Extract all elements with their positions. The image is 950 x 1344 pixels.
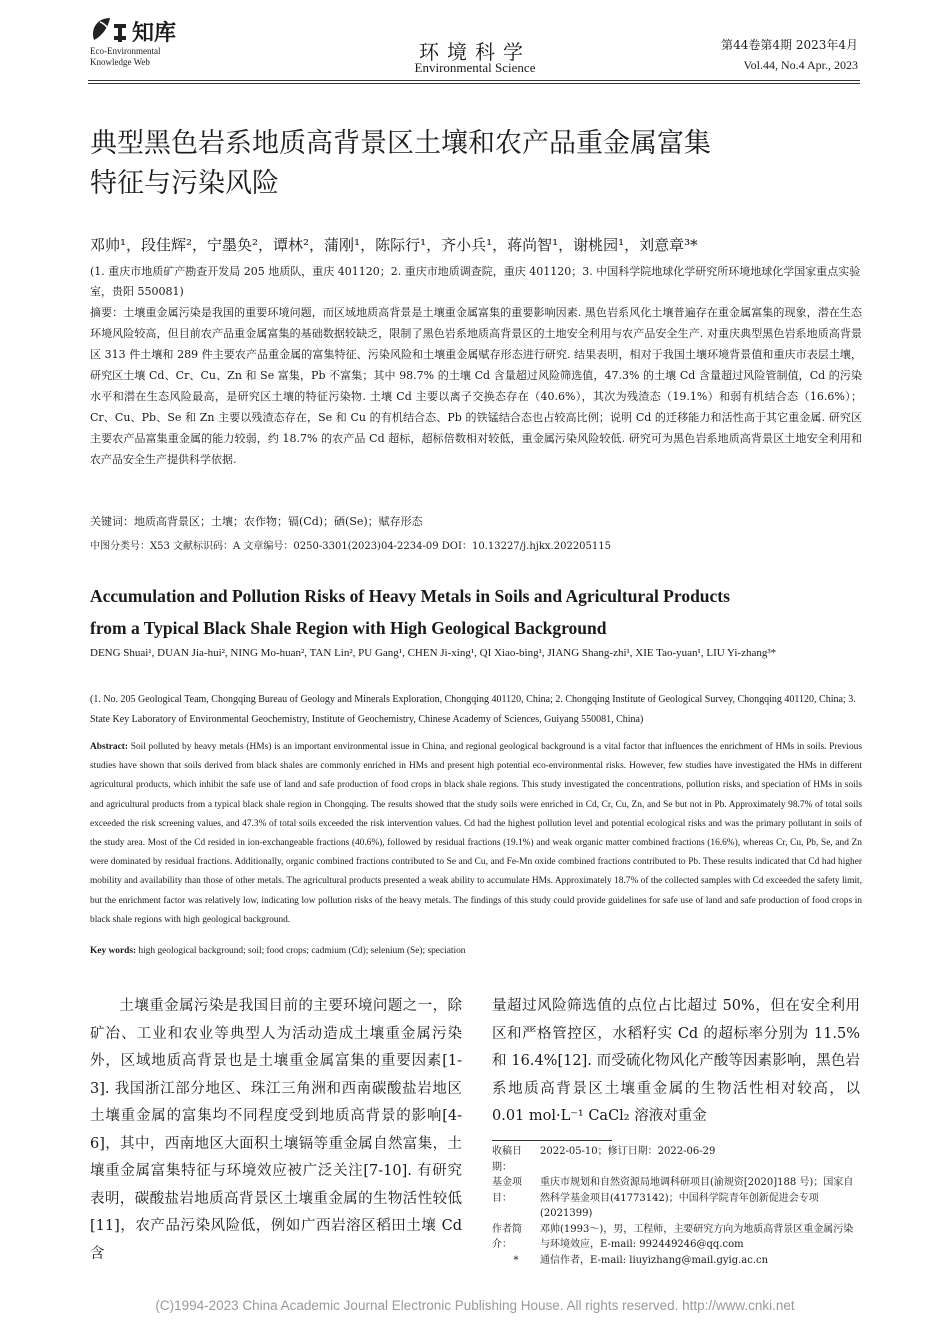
affiliations-cn: (1. 重庆市地质矿产勘查开发局 205 地质队，重庆 401120；2. 重庆市地质调查院，重庆 401120；3. 中国科学院地球化学研究所环境地球化学国家重点实验室，贵阳 550081) xyxy=(90,265,861,298)
body-column-right: 量超过风险筛选值的点位占比超过 50%，但在安全利用区和严格管控区，水稻籽实 Cd 的超标率分别为 11.5% 和 16.4%[12]. 而受硫化物风化产酸等因素影响，黑色岩系地质高背景区土壤重金属的生物活性相对较高，以 0.01 mol·L⁻¹ CaCl₂ 溶液对重金 xyxy=(492,998,860,1124)
keywords-en: Key words: high geological background; soil; food crops; cadmium (Cd); selenium (Se); speciation xyxy=(90,946,466,956)
footnote-item: 基金项目： 重庆市规划和自然资源局地调科研项目(渝规资[2020]188 号)；国家自然科学基金项目(41773142)；中国科学院青年创新促进会专项(2021399) xyxy=(492,1177,854,1219)
issue-info-en: Vol.44, No.4 Apr., 2023 xyxy=(743,58,858,72)
abstract-cn-text: 土壤重金属污染是我国的重要环境问题，而区域地质高背景是土壤重金属富集的重要影响因素. 黑色岩系风化土壤普遍存在重金属富集的现象，潜在生态环境风险较高，但目前农产品重金属富集的基础数据较缺乏，限制了黑色岩系地质高背景区的土地安全利用与农产品安全生产. 对重庆典型黑色岩系地质高背景区 313 件土壤和 289 件主要农产品重金属的富集特征、污染风险和土壤重金属赋存形态进行研究. 结果表明，相对于我国土壤环境背景值和重庆市表层土壤，研究区土壤 Cd、Cr、Cu、Zn 和 Se 富集，Pb 不富集；其中 98.7% 的土壤 Cd 含量超过风险筛选值，47.3% 的土壤 Cd 含量超过风险管制值，Cd 的污染水平和潜在生态风险最高，是研究区土壤的特征污染物. 土壤 Cd 主要以离子交换态存在（40.6%），其次为残渣态（19.1%）和弱有机结合态（16.6%）；Cr、Cu、Pb、Se 和 Zn 主要以残渣态存在，Se 和 Cu 的有机结合态、Pb 的铁锰结合态也占较高比例；说明 Cd 的迁移能力和活性高于其它重金属. 研究区主要农产品富集重金属的能力较弱，约 18.7% 的农产品 Cd 超标，超标倍数相对较低，重金属污染风险较低. 研究可为黑色岩系地质高背景区土地安全利用和农产品安全生产提供科学依据. xyxy=(90,306,862,466)
abstract-cn-label: 摘要： xyxy=(90,306,124,319)
journal-logo xyxy=(88,14,184,46)
abstract-en xyxy=(90,738,862,930)
footnotes xyxy=(492,1144,862,1268)
footnote-item: * 通信作者，E-mail: liuyizhang@mail.gyig.ac.cn xyxy=(513,1254,769,1266)
body-column-left: 土壤重金属污染是我国目前的主要环境问题之一，除矿冶、工业和农业等典型人为活动造成土壤重金属污染外，区域地质高背景也是土壤重金属富集的重要因素[1-3]. 我国浙江部分地区、珠江三角洲和西南碳酸盐岩地区土壤重金属的富集均不同程度受到地质高背景的影响[4-6]，其中，西南地区大面积土壤镉等重金属自然富集，土壤重金属富集特征与环境效应被广泛关注[7-10]. 有研究表明，碳酸盐岩地质高背景区土壤重金属的生物活性较低[11]，农产品污染风险低，例如广西岩溶区稻田土壤 Cd 含 xyxy=(90,998,462,1262)
logo-english: Eco-Environmental Knowledge Web xyxy=(90,46,161,67)
abstract-cn xyxy=(90,302,862,470)
logo-text: 知库 xyxy=(132,21,177,46)
header-rule xyxy=(88,80,860,81)
affiliations-en: (1. No. 205 Geological Team, Chongqing Bureau of Geology and Minerals Exploration, Chongqing 401120, China; 2. Chongqing Institute of Geological Survey, Chongqing 401120, China; 3. State Key Laboratory of Environmental Geochemistry, Institute of Geochemistry, Chinese Academy of Sciences, Guiyang 550081, China) xyxy=(90,694,856,725)
title-cn: 典型黑色岩系地质高背景区土壤和农产品重金属富集 特征与污染风险 xyxy=(90,128,711,199)
authors-en: DENG Shuai¹, DUAN Jia-hui², NING Mo-huan², TAN Lin², PU Gang¹, CHEN Ji-xing¹, QI Xiao-bing¹, JIANG Shang-zhi¹, XIE Tao-yuan¹, LIU Yi-zhang³* xyxy=(90,647,777,659)
journal-name-cn: 环境科学 xyxy=(419,40,531,64)
title-en: Accumulation and Pollution Risks of Heavy Metals in Soils and Agricultural Products from a Typical Black Shale Region with High Geological Background xyxy=(90,586,730,638)
footnote-item: 作者简介： 邓帅(1993～)，男，工程师，主要研究方向为地质高背景区重金属污染与环境效应，E-mail: 992449246@qq.com xyxy=(492,1223,854,1250)
journal-name-en: Environmental Science xyxy=(414,60,536,75)
issue-info-cn: 第44卷第4期 2023年4月 xyxy=(721,38,858,52)
abstract-en-label: Abstract: xyxy=(90,742,129,752)
header-rule-thin xyxy=(88,83,860,84)
authors-cn: 邓帅¹，段佳辉²，宁墨奂²，谭林²，蒲刚¹，陈际行¹，齐小兵¹，蒋尚智¹，谢桃园¹，刘意章³* xyxy=(90,236,698,254)
copyright-notice: (C)1994-2023 China Academic Journal Electronic Publishing House. All rights reserved. http://www.cnki.net xyxy=(155,1298,795,1313)
classification-info: 中图分类号：X53 文献标识码：A 文章编号：0250-3301(2023)04-2234-09 DOI：10.13227/j.hjkx.202205115 xyxy=(90,541,611,552)
keywords-cn: 关键词：地质高背景区；土壤；农作物；镉(Cd)；硒(Se)；赋存形态 xyxy=(90,515,423,528)
footnote-rule xyxy=(492,1140,612,1141)
footnote-item: 收稿日期： 2022-05-10；修订日期：2022-06-29 xyxy=(492,1146,716,1173)
abstract-en-text: Soil polluted by heavy metals (HMs) is an important environmental issue in China, and regional geological background is a vital factor that influences the enrichment of HMs in soils. Previous studies have shown that soils derived from black shales are commonly enriched in HMs and present high potential eco-environmental risks. However, few studies have investigated the HMs in different agricultural products, which inhibit the safe use of land and safe production of food crops in black shale regions. This study investigated the concentrations, pollution risks, and speciation of HMs in soils and agricultural products from a typical black shale region in Chongqing. The results showed that the study soils were enriched in Cd, Cr, Cu, Zn, and Se but not in Pb. Approximately 98.7% of total soils exceeded the risk screening values, and 47.3% of total soils exceeded the risk intervention values. Cd had the highest pollution level and potential ecological risks and was the primary pollutant in soils of the study area. Most of the Cd resided in ion-exchangeable fractions (40.6%), followed by residual fractions (19.1%) and weak organic matter combined fractions (16.6%), whereas Cr, Cu, Pb, Se, and Zn were dominated by residual fractions. Additionally, organic combined fractions contributed to Se and Cu, and Fe-Mn oxide combined fractions contributed to Pb. These results indicated that Cd had higher mobility and availability than those of other metals. The agricultural products presented a weak ability to accumulate HMs. Approximately 18.7% of the collected samples with Cd exceeded the safety limit, but the enrichment factor was relatively low, indicating low pollution risks of the heavy metals. The findings of this study could provide guidelines for safe use of land and safe production of food crops in black shale regions with high geological background. xyxy=(90,742,862,925)
